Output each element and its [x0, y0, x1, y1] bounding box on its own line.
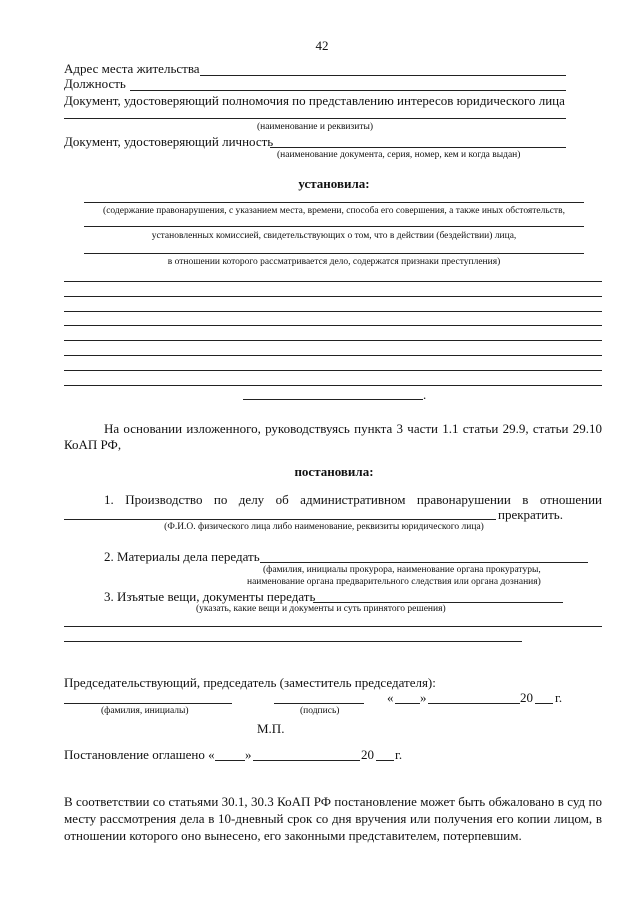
- established-line-1[interactable]: [84, 202, 584, 203]
- appeal-line-3: отношении которого оно вынесено, его законными представителем, потерпевшим.: [64, 828, 522, 843]
- address-label: Адрес места жительства: [64, 61, 200, 76]
- chair-year-prefix: 20: [520, 690, 533, 705]
- authority-doc-hint: (наименование и реквизиты): [256, 122, 374, 132]
- resolved-item-3-line[interactable]: [64, 626, 602, 627]
- resolved-item-1: 1. Производство по делу об административном правонарушении в отношении: [104, 492, 602, 507]
- appeal-line-2: месту рассмотрения дела в 10-дневный срок со дня вручения или получения его копии лицом, в: [64, 811, 602, 826]
- page-number: 42: [315, 38, 329, 53]
- established-blank-line[interactable]: [64, 355, 602, 356]
- established-blank-line[interactable]: [64, 296, 602, 297]
- resolved-item-3: 3. Изъятые вещи, документы передать: [104, 589, 316, 604]
- chair-year-field[interactable]: [535, 703, 553, 704]
- chair-year-suffix: г.: [555, 690, 563, 705]
- announced-label: Постановление оглашено «: [64, 747, 215, 762]
- established-heading: установила:: [298, 176, 370, 191]
- established-hint-3: в отношении которого рассматривается дело, содержатся признаки преступления): [167, 257, 501, 267]
- chair-name-hint: (фамилия, инициалы): [101, 706, 189, 716]
- resolved-item-1-end: прекратить.: [498, 507, 563, 522]
- established-blank-line[interactable]: [64, 311, 602, 312]
- established-blank-line[interactable]: [64, 340, 602, 341]
- resolved-item-2-hint-1: (фамилия, инициалы прокурора, наименование органа прокуратуры,: [263, 565, 541, 575]
- resolved-item-1-hint: (Ф.И.О. физического лица либо наименование, реквизиты юридического лица): [164, 522, 484, 532]
- position-label: Должность: [64, 76, 126, 91]
- resolved-item-1-field[interactable]: [64, 519, 496, 520]
- established-end-dot: .: [423, 387, 427, 402]
- announced-year-prefix: 20: [361, 747, 374, 762]
- established-hint-1: (содержание правонарушения, с указанием места, времени, способа его совершения, а также иных обстоятельств,: [103, 206, 565, 216]
- announced-year-field[interactable]: [376, 760, 394, 761]
- chair-sign-hint: (подпись): [300, 706, 340, 716]
- established-final-line[interactable]: [243, 399, 423, 400]
- basis-line-2: КоАП РФ,: [64, 437, 122, 452]
- established-blank-line[interactable]: [64, 281, 602, 282]
- resolved-item-3-field[interactable]: [313, 602, 563, 603]
- announced-day-field[interactable]: [215, 760, 245, 761]
- identity-doc-field[interactable]: [270, 147, 566, 148]
- chair-date-month-field[interactable]: [428, 703, 520, 704]
- appeal-line-1: В соответствии со статьями 30.1, 30.3 КоАП РФ постановление может быть обжаловано в суд по: [64, 794, 602, 809]
- announced-close: »: [245, 747, 252, 762]
- established-blank-line[interactable]: [64, 370, 602, 371]
- chair-name-field[interactable]: [64, 703, 232, 704]
- announced-month-field[interactable]: [253, 760, 360, 761]
- chair-date-day-field[interactable]: [395, 703, 420, 704]
- resolved-heading: постановила:: [294, 464, 374, 479]
- address-field[interactable]: [200, 75, 566, 76]
- established-hint-2: установленных комиссией, свидетельствующих о том, что в действии (бездействии) лица,: [151, 231, 517, 241]
- resolved-item-2: 2. Материалы дела передать: [104, 549, 260, 564]
- position-field[interactable]: [130, 90, 566, 91]
- resolved-item-3-line[interactable]: [64, 641, 522, 642]
- established-line-3[interactable]: [84, 253, 584, 254]
- established-blank-line[interactable]: [64, 325, 602, 326]
- identity-doc-hint: (наименование документа, серия, номер, кем и когда выдан): [277, 150, 521, 160]
- established-blank-line[interactable]: [64, 385, 602, 386]
- identity-doc-label: Документ, удостоверяющий личность: [64, 134, 274, 149]
- authority-doc-label: Документ, удостоверяющий полномочия по представлению интересов юридического лица: [64, 93, 565, 108]
- resolved-item-2-field[interactable]: [260, 562, 588, 563]
- chair-label: Председательствующий, председатель (заместитель председателя):: [64, 675, 436, 690]
- resolved-item-2-hint-2: наименование органа предварительного следствия или органа дознания): [247, 577, 541, 587]
- resolved-item-3-hint: (указать, какие вещи и документы и суть принятого решения): [196, 604, 446, 614]
- chair-date-open: «: [387, 690, 394, 705]
- authority-doc-field[interactable]: [64, 118, 566, 119]
- chair-sign-field[interactable]: [274, 703, 364, 704]
- basis-line-1: На основании изложенного, руководствуясь пункта 3 части 1.1 статьи 29.9, статьи 29.10: [104, 421, 602, 436]
- established-line-2[interactable]: [84, 226, 584, 227]
- announced-year-suffix: г.: [395, 747, 403, 762]
- stamp-label: М.П.: [257, 721, 285, 736]
- chair-date-close: »: [420, 690, 427, 705]
